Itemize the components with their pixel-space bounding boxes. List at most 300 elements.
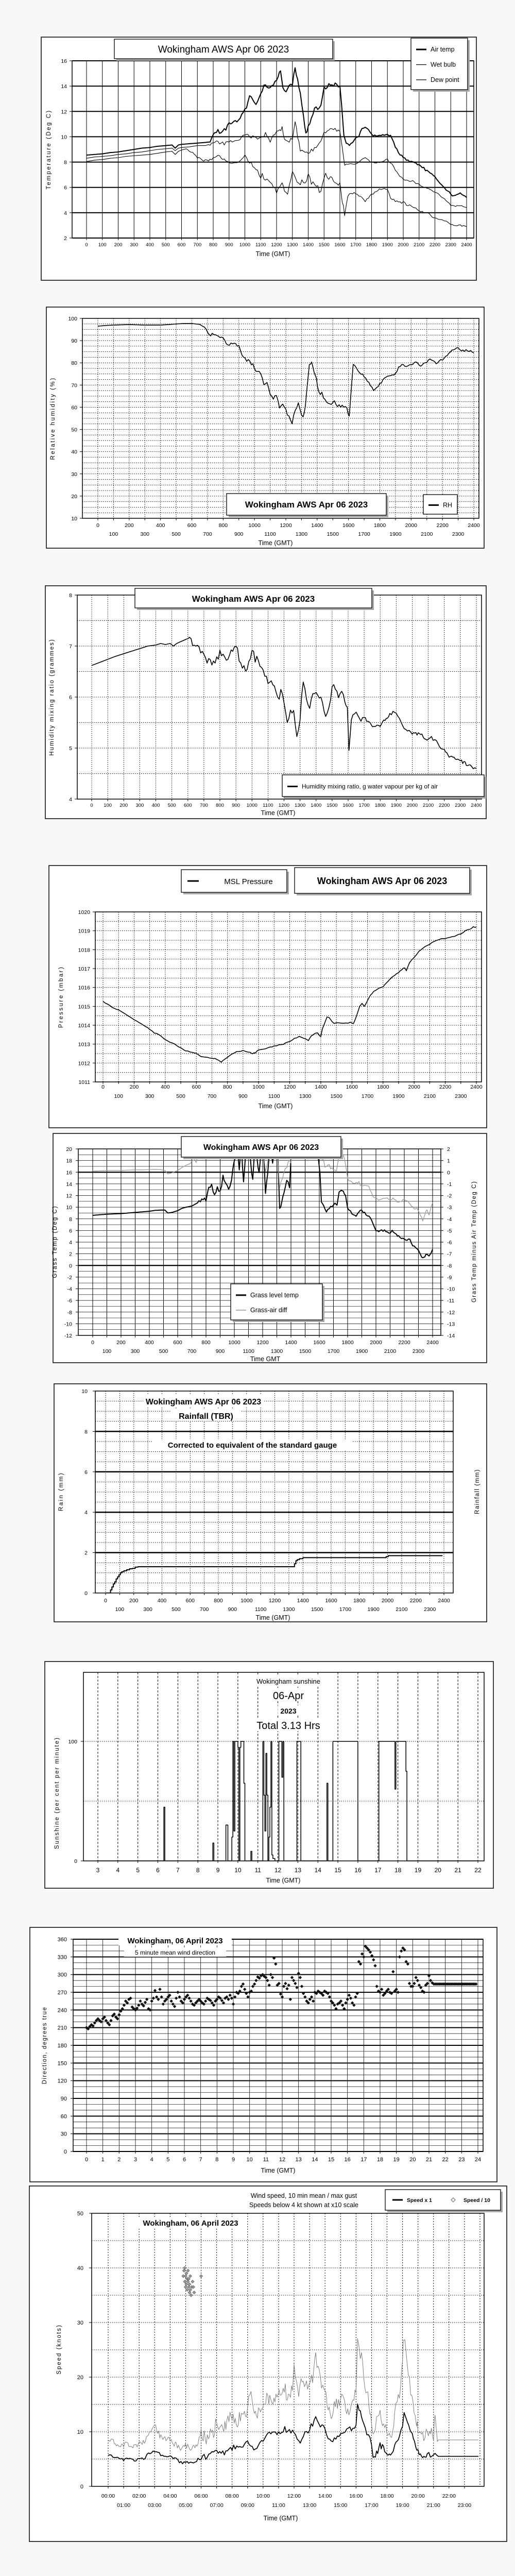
x-tick-label: 1400 [302, 242, 314, 248]
x-tick-label: 300 [130, 1348, 140, 1354]
wind-speed-annotation: Wind speed, 10 min mean / max gust [250, 2192, 357, 2199]
x-tick-label: 800 [222, 1084, 232, 1090]
y-tick-label: 10 [71, 516, 77, 522]
rainfall-annotation: Corrected to equivalent of the standard gauge [167, 1441, 337, 1450]
x-tick-label: 02:00 [132, 2493, 146, 2499]
x-tick-label: 7 [199, 2157, 202, 2163]
x-tick-label: 300 [143, 1606, 152, 1613]
wind-direction-annotation: 5 minute mean wind direction [134, 1949, 216, 1956]
x-tick-label: 03:00 [148, 2502, 162, 2509]
sunshine-annotation: Wokingham sunshine [256, 1677, 321, 1685]
grass-temperature-y-axis-title: Grass Temp (Deg C) [52, 1205, 58, 1278]
x-tick-label: 1500 [327, 531, 339, 537]
y-tick-label: 100 [68, 316, 77, 322]
x-tick-label: 13:00 [302, 2502, 317, 2509]
x-tick-label: 23 [458, 2157, 465, 2163]
x-tick-label: 15 [334, 1867, 341, 1874]
x-tick-label: 2400 [468, 522, 480, 529]
y-tick-label: 14 [66, 1181, 72, 1188]
y-tick-label: 1017 [78, 966, 90, 972]
x-tick-label: 15 [328, 2157, 335, 2163]
legend-item-label: RH [443, 501, 453, 509]
x-tick-label: 2400 [438, 1598, 450, 1604]
x-tick-label: 400 [151, 803, 160, 808]
y-tick-label: 50 [77, 2211, 83, 2217]
sunshine-x-axis-title: Time (GMT) [266, 1877, 301, 1884]
x-tick-label: 1500 [327, 803, 338, 808]
x-tick-label: 1800 [374, 803, 386, 808]
y2-tick-label: -8 [447, 1263, 452, 1269]
x-tick-label: 10 [234, 1867, 242, 1874]
x-tick-label: 800 [214, 1598, 223, 1604]
x-tick-label: 14 [314, 1867, 321, 1874]
wind-direction-chart [30, 1927, 497, 2182]
y-tick-label: 1019 [78, 928, 90, 935]
x-tick-label: 200 [119, 803, 128, 808]
y-tick-label: -2 [67, 1274, 72, 1281]
x-tick-label: 900 [228, 1606, 237, 1613]
y2-tick-label: 1 [447, 1158, 450, 1164]
y-tick-label: 18 [66, 1158, 72, 1164]
x-tick-label: 2100 [423, 803, 434, 808]
x-tick-label: 1200 [283, 1084, 296, 1090]
x-tick-label: 400 [145, 1340, 154, 1346]
x-tick-label: 4 [150, 2157, 153, 2163]
x-tick-label: 5 [136, 1867, 140, 1874]
y2-tick-label: -12 [447, 1309, 455, 1316]
x-tick-label: 1700 [361, 1093, 374, 1099]
legend-item-label: Speed / 10 [464, 2197, 490, 2204]
x-tick-label: 1400 [311, 803, 322, 808]
y-tick-label: 0 [69, 1263, 72, 1269]
y2-tick-label: -3 [447, 1205, 452, 1211]
msl-pressure-x-axis-title: Time (GMT) [258, 1103, 293, 1110]
x-tick-label: 0 [104, 1598, 107, 1604]
x-tick-label: 22:00 [442, 2493, 456, 2499]
x-tick-label: 200 [129, 1084, 139, 1090]
x-tick-label: 1900 [382, 242, 393, 248]
x-tick-label: 400 [157, 1598, 167, 1604]
wind-direction-x-axis-title: Time (GMT) [261, 2167, 296, 2174]
y-tick-label: -8 [67, 1309, 72, 1316]
x-tick-label: 1500 [318, 242, 330, 248]
y-tick-label: 90 [60, 2096, 67, 2102]
x-tick-label: 1300 [295, 531, 308, 537]
y-tick-label: 1014 [78, 1023, 90, 1029]
x-tick-label: 1800 [353, 1598, 366, 1604]
x-tick-label: 05:00 [179, 2502, 193, 2509]
x-tick-label: 09:00 [241, 2502, 254, 2509]
y-tick-label: 60 [60, 2113, 67, 2120]
x-tick-label: 2400 [470, 1084, 483, 1090]
x-tick-label: 2200 [429, 242, 441, 248]
x-tick-label: 2400 [426, 1340, 439, 1346]
x-tick-label: 100 [114, 1093, 123, 1099]
y-tick-label: 1013 [78, 1041, 90, 1048]
x-tick-label: 21 [454, 1867, 461, 1874]
x-tick-label: 19 [414, 1867, 422, 1874]
x-tick-label: 0 [101, 1084, 105, 1090]
rainfall-chart [54, 1384, 487, 1622]
x-tick-label: 1100 [254, 1606, 267, 1613]
y-tick-label: 6 [84, 1469, 88, 1476]
legend-item-label: Speed x 1 [407, 2197, 433, 2204]
y-tick-label: 0 [63, 2149, 67, 2155]
x-tick-label: 4 [116, 1867, 120, 1874]
y-tick-label: 40 [77, 2265, 83, 2272]
y-tick-label: 12 [61, 109, 67, 115]
x-tick-label: 100 [115, 1606, 125, 1613]
y-tick-label: -12 [64, 1333, 72, 1339]
x-tick-label: 20:00 [411, 2493, 425, 2499]
x-tick-label: 18 [376, 2157, 384, 2163]
x-tick-label: 2200 [439, 803, 450, 808]
x-tick-label: 400 [161, 1084, 170, 1090]
x-tick-label: 500 [176, 1093, 185, 1099]
x-tick-label: 1900 [390, 803, 402, 808]
sunshine-y-axis-title: Sunshine (per cent per minute) [54, 1737, 60, 1849]
humidity-mixing-ratio-y-axis-title: Humidity mixing ratio (grammes) [49, 638, 55, 756]
x-tick-label: 2100 [421, 531, 433, 537]
x-tick-label: 1500 [311, 1606, 323, 1613]
x-tick-label: 1000 [241, 1598, 253, 1604]
x-tick-label: 6 [156, 1867, 160, 1874]
x-tick-label: 12 [274, 1867, 282, 1874]
x-tick-label: 15:00 [334, 2502, 348, 2509]
x-tick-label: 24 [474, 2157, 482, 2163]
x-tick-label: 1900 [355, 1348, 368, 1354]
x-tick-label: 500 [171, 1606, 181, 1613]
y-tick-label: 8 [64, 159, 67, 166]
x-tick-label: 1500 [299, 1348, 312, 1354]
y-tick-label: 150 [57, 2060, 67, 2067]
y-tick-label: 240 [57, 2007, 67, 2014]
x-tick-label: 200 [125, 522, 134, 529]
y-tick-label: 10 [77, 2429, 83, 2435]
x-tick-label: 9 [231, 2157, 235, 2163]
x-tick-label: 2300 [423, 1606, 436, 1613]
x-tick-label: 17 [374, 1867, 382, 1874]
x-tick-label: 200 [129, 1598, 139, 1604]
y-tick-label: 8 [84, 1429, 88, 1435]
rainfall-y-axis-title: Rain (mm) [58, 1471, 64, 1512]
y-tick-label: 300 [57, 1972, 67, 1978]
x-tick-label: 11 [254, 1867, 261, 1874]
x-tick-label: 8 [215, 2157, 219, 2163]
y-tick-label: 180 [57, 2043, 67, 2049]
y-tick-label: 4 [64, 210, 67, 216]
wind-speed-panel [29, 2186, 507, 2541]
x-tick-label: 1200 [256, 1340, 269, 1346]
y-tick-label: 20 [71, 493, 77, 500]
x-tick-label: 100 [102, 1348, 112, 1354]
wind-speed-chart [29, 2186, 507, 2541]
x-tick-label: 1600 [325, 1598, 337, 1604]
x-tick-label: 1300 [287, 242, 298, 248]
x-tick-label: 1200 [278, 803, 290, 808]
x-tick-label: 800 [201, 1340, 211, 1346]
air-temperature-title: Wokingham AWS Apr 06 2023 [158, 44, 289, 55]
x-tick-label: 00:00 [101, 2493, 115, 2499]
x-tick-label: 500 [161, 242, 170, 248]
wind-speed-y-axis-title: Speed (knots) [56, 2324, 62, 2375]
x-tick-label: 1 [101, 2157, 105, 2163]
wind-speed-annotation: Wokingham, 06 April 2023 [143, 2219, 238, 2228]
y-tick-label: 10 [81, 1388, 88, 1395]
grass-temperature-chart [52, 1133, 487, 1363]
x-tick-label: 1400 [311, 522, 323, 529]
sunshine-annotation: 2023 [280, 1707, 297, 1715]
x-tick-label: 3 [96, 1867, 100, 1874]
x-tick-label: 18 [394, 1867, 402, 1874]
x-tick-label: 1900 [367, 1606, 380, 1613]
relative-humidity-y-axis-title: Relative humidity (%) [50, 377, 56, 460]
x-tick-label: 200 [114, 242, 123, 248]
x-tick-label: 600 [187, 522, 197, 529]
x-tick-label: 12:00 [287, 2493, 301, 2499]
x-tick-label: 19:00 [396, 2502, 409, 2509]
x-tick-label: 600 [183, 803, 192, 808]
x-tick-label: 10 [246, 2157, 253, 2163]
x-tick-label: 2200 [439, 1084, 452, 1090]
rainfall-y2-axis-title: Rainfall (mm) [474, 1469, 480, 1514]
x-tick-label: 21 [425, 2157, 433, 2163]
x-tick-label: 1300 [283, 1606, 295, 1613]
y-tick-label: 0 [80, 2484, 83, 2490]
x-tick-label: 1600 [346, 1084, 358, 1090]
x-tick-label: 1100 [264, 531, 276, 537]
y2-tick-label: -9 [447, 1274, 452, 1281]
x-tick-label: 04:00 [163, 2493, 177, 2499]
x-tick-label: 1700 [350, 242, 362, 248]
x-tick-label: 2000 [405, 522, 418, 529]
air-temperature-chart [41, 37, 476, 280]
x-tick-label: 2200 [398, 1340, 410, 1346]
x-tick-label: 11 [263, 2157, 269, 2163]
wind-speed-annotation: Speeds below 4 kt shown at x10 scale [249, 2201, 358, 2209]
x-tick-label: 1600 [342, 803, 354, 808]
x-tick-label: 10:00 [256, 2493, 270, 2499]
x-tick-label: 12 [279, 2157, 286, 2163]
x-tick-label: 16 [354, 1867, 362, 1874]
y-tick-label: 40 [71, 449, 77, 455]
y-tick-label: 0 [84, 1590, 88, 1597]
grass-temperature-legend-box [231, 1284, 322, 1320]
y-tick-label: 120 [57, 2078, 67, 2084]
x-tick-label: 1600 [342, 522, 355, 529]
wind-speed-x-axis-title: Time (GMT) [263, 2515, 298, 2522]
x-tick-label: 23:00 [457, 2502, 472, 2509]
x-tick-label: 14 [312, 2157, 318, 2163]
x-tick-label: 0 [96, 522, 99, 529]
y-tick-label: 210 [57, 2025, 67, 2031]
y-tick-label: 10 [66, 1205, 72, 1211]
msl-pressure-chart [49, 866, 487, 1128]
msl-pressure-title: MSL Pressure [224, 877, 273, 886]
y-tick-label: 8 [69, 592, 72, 599]
humidity-mixing-ratio-chart [45, 586, 486, 819]
x-tick-label: 1200 [280, 522, 292, 529]
y-tick-label: 7 [69, 643, 72, 650]
x-tick-label: 100 [98, 242, 107, 248]
y-tick-label: 1020 [78, 909, 90, 916]
y-tick-label: 2 [64, 235, 67, 242]
legend-item-label: Grass level temp [250, 1291, 299, 1299]
grass-temperature-title: Wokingham AWS Apr 06 2023 [203, 1143, 319, 1152]
x-tick-label: 1700 [358, 531, 370, 537]
x-tick-label: 1000 [252, 1084, 265, 1090]
x-tick-label: 1100 [263, 803, 273, 808]
x-tick-label: 1100 [255, 242, 266, 248]
wind-direction-y-axis-title: Direction, degrees true [42, 2006, 48, 2084]
x-tick-label: 9 [216, 1867, 220, 1874]
grass-temperature-y2-axis-title: Grass Temp minus Air Temp (Deg C) [471, 1180, 477, 1303]
rainfall-annotation: Wokingham AWS Apr 06 2023 [145, 1398, 262, 1406]
x-tick-label: 1000 [239, 242, 251, 248]
y2-tick-label: 2 [447, 1146, 450, 1153]
y-tick-label: 60 [71, 404, 77, 411]
x-tick-label: 2100 [384, 1348, 397, 1354]
x-tick-label: 1900 [389, 531, 402, 537]
y2-tick-label: -7 [447, 1251, 452, 1258]
x-tick-label: 2100 [414, 242, 425, 248]
y-tick-label: 50 [71, 427, 77, 433]
x-tick-label: 600 [185, 1598, 195, 1604]
x-tick-label: 16 [344, 2157, 351, 2163]
y-tick-label: 270 [57, 1990, 67, 1996]
x-tick-label: 0 [90, 803, 93, 808]
y2-tick-label: -5 [447, 1228, 452, 1234]
y2-tick-label: -6 [447, 1240, 452, 1246]
x-tick-label: 2300 [452, 531, 465, 537]
x-tick-label: 100 [104, 803, 112, 808]
y-tick-label: 8 [69, 1216, 72, 1223]
x-tick-label: 500 [167, 803, 176, 808]
x-tick-label: 1400 [297, 1598, 309, 1604]
legend-item-label: Dew point [431, 76, 459, 83]
y-tick-label: -4 [67, 1286, 72, 1293]
x-tick-label: 500 [171, 531, 181, 537]
x-tick-label: 0 [91, 1340, 94, 1346]
x-tick-label: 17:00 [365, 2502, 379, 2509]
x-tick-label: 2000 [370, 1340, 382, 1346]
y-tick-label: 1011 [78, 1079, 90, 1086]
x-tick-label: 2300 [455, 1093, 467, 1099]
rainfall-panel [54, 1384, 487, 1622]
y-tick-label: 1016 [78, 985, 90, 991]
x-tick-label: 1400 [285, 1340, 297, 1346]
y2-tick-label: -13 [447, 1321, 455, 1328]
y-tick-label: 1015 [78, 1004, 90, 1010]
x-tick-label: 2400 [471, 803, 482, 808]
y-tick-label: 0 [74, 1858, 77, 1865]
legend-item-label: Wet bulb [431, 61, 456, 69]
x-tick-label: 400 [146, 242, 154, 248]
x-tick-label: 1100 [268, 1093, 280, 1099]
x-tick-label: 11:00 [272, 2502, 285, 2509]
x-tick-label: 1000 [248, 522, 261, 529]
y-tick-label: 16 [66, 1170, 72, 1176]
x-tick-label: 1800 [377, 1084, 389, 1090]
x-tick-label: 2 [117, 2157, 121, 2163]
x-tick-label: 2300 [455, 803, 466, 808]
y-tick-label: 1018 [78, 947, 90, 954]
x-tick-label: 1800 [373, 522, 386, 529]
x-tick-label: 800 [209, 242, 217, 248]
x-tick-label: 07:00 [210, 2502, 224, 2509]
msl-pressure-title: Wokingham AWS Apr 06 2023 [317, 876, 448, 886]
x-tick-label: 700 [203, 531, 212, 537]
wind-direction-panel [30, 1927, 497, 2182]
x-tick-label: 5 [166, 2157, 170, 2163]
x-tick-label: 1300 [270, 1348, 283, 1354]
x-tick-label: 19 [393, 2157, 400, 2163]
x-tick-label: 1100 [243, 1348, 254, 1354]
x-tick-label: 1200 [271, 242, 282, 248]
x-tick-label: 01:00 [116, 2502, 131, 2509]
x-tick-label: 700 [199, 803, 208, 808]
air-temperature-y-axis-title: Temperature (Deg C) [46, 109, 52, 190]
rainfall-annotation: Rainfall (TBR) [179, 1412, 233, 1421]
y2-tick-label: -11 [447, 1298, 455, 1304]
x-tick-label: 600 [177, 242, 186, 248]
x-tick-label: 700 [199, 1606, 209, 1613]
y2-tick-label: -1 [447, 1181, 452, 1188]
x-tick-label: 900 [215, 1348, 225, 1354]
y-tick-label: 14 [61, 83, 67, 90]
air-temperature-x-axis-title: Time (GMT) [255, 250, 290, 258]
y-tick-label: 10 [61, 134, 67, 141]
x-tick-label: 1000 [246, 803, 258, 808]
y-tick-label: 30 [71, 471, 77, 478]
x-tick-label: 16:00 [349, 2493, 363, 2499]
x-tick-label: 2000 [381, 1598, 394, 1604]
x-tick-label: 14:00 [318, 2493, 332, 2499]
sunshine-annotation: 06-Apr [272, 1690, 304, 1702]
x-tick-label: 800 [216, 803, 224, 808]
x-tick-label: 300 [145, 1093, 154, 1099]
y-tick-label: 5 [69, 745, 72, 752]
x-tick-label: 300 [140, 531, 150, 537]
sunshine-annotation: Total 3.13 Hrs [256, 1720, 320, 1732]
x-tick-label: 1600 [313, 1340, 325, 1346]
sunshine-chart [45, 1662, 493, 1888]
relative-humidity-chart [46, 307, 484, 548]
x-tick-label: 800 [218, 522, 228, 529]
y-tick-label: 100 [68, 1739, 77, 1745]
y-tick-label: 80 [71, 360, 77, 367]
x-tick-label: 1500 [330, 1093, 342, 1099]
x-tick-label: 1900 [392, 1093, 405, 1099]
y-tick-label: 360 [57, 1937, 67, 1943]
x-tick-label: 1300 [295, 803, 306, 808]
x-tick-label: 2100 [396, 1606, 408, 1613]
y-tick-label: -6 [67, 1298, 72, 1304]
y-tick-label: 2 [69, 1251, 72, 1258]
x-tick-label: 2000 [406, 803, 418, 808]
x-tick-label: 2000 [398, 242, 409, 248]
x-tick-label: 8 [196, 1867, 200, 1874]
x-tick-label: 1200 [268, 1598, 281, 1604]
y2-tick-label: -14 [447, 1333, 455, 1339]
x-tick-label: 08:00 [225, 2493, 239, 2499]
y-tick-label: 12 [66, 1193, 72, 1199]
x-tick-label: 1400 [315, 1084, 327, 1090]
x-tick-label: 1800 [341, 1340, 354, 1346]
x-tick-label: 700 [187, 1348, 197, 1354]
y-tick-label: 20 [66, 1146, 72, 1153]
legend-item-label: Air temp [431, 46, 455, 54]
